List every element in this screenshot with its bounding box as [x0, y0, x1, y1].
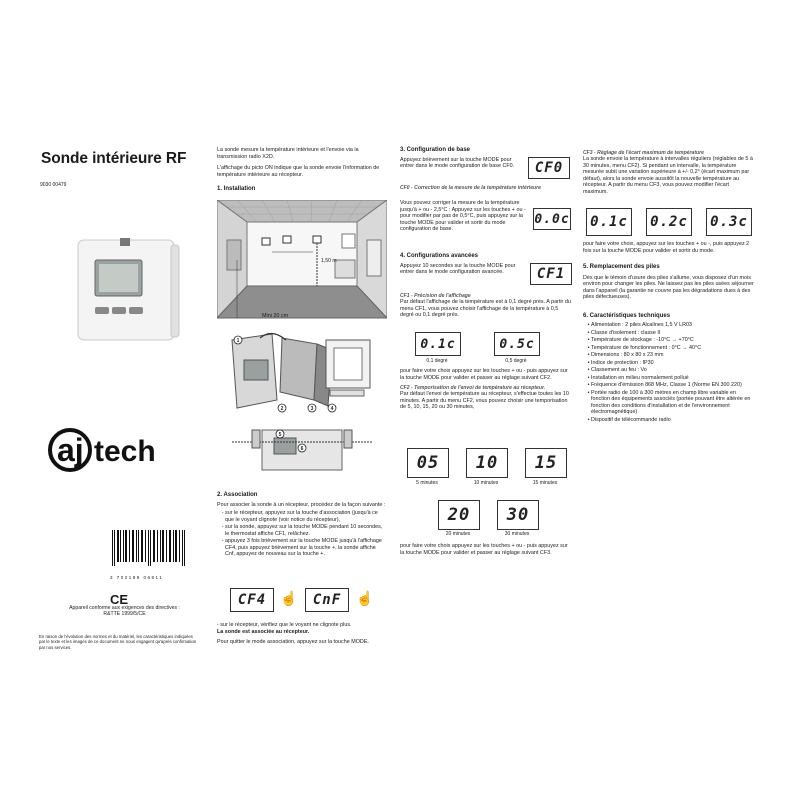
- tech-item: • Installation en milieu normalement pollué: [591, 375, 755, 382]
- device-illustration: [75, 235, 185, 345]
- tech-item: • Température de stockage : -10°C → +70°C: [591, 337, 755, 344]
- cf2-after: pour faire votre choix appuyez sur les touches + ou - puis appuyez sur la touche MODE pour valider et passer au réglage suivant CF3.: [400, 543, 568, 556]
- min-distance-label: Mini 20 cm: [262, 313, 289, 319]
- step-2-label: 2: [280, 406, 284, 412]
- product-code: 9030 00479: [40, 182, 67, 188]
- association-done: La sonde est associée au récepteur.: [217, 628, 310, 635]
- association-step-1: - sur le récepteur, appuyez sur la touche d'association (jusqu'à ce que le voyant clignote (voir notice du récepteur),: [225, 510, 387, 523]
- config-adv-text: Appuyez 10 secondes sur la touche MODE pour entrer dans le mode configuration avancée.: [400, 262, 516, 275]
- association-step-2: - sur la sonde, appuyez sur la touche MODE pendant 10 secondes, le thermostat affiche CF1, relâchez.: [225, 524, 387, 537]
- tech-item: • Portée radio de 100 à 300 mètres en champ libre variable en fonction des équipements associés (portée pouvant être altérée en fonction des conditions d'installation et de l'environnement électromagnétique): [591, 390, 755, 416]
- lcd-cf0: CF0: [528, 157, 570, 179]
- step-6-label: 6: [300, 446, 304, 452]
- mounting-steps-diagram: [222, 330, 382, 478]
- lcd-correction: 0.0c: [533, 208, 571, 230]
- step-3-label: 3: [310, 406, 314, 412]
- cf3-text: La sonde envoie la température à intervalles réguliers (réglables de 5 à 30 minutes, menu CF2). Si pendant un intervalle, la température mesurée subit une variation supérieure à +/- 0,2° (écart maximum par défaut), alors la sonde envoie aussitôt la nouvelle température au récepteur. A partir du menu CF3, vous pouvez modifier l'écart maximum.: [583, 156, 753, 195]
- tech-item: • Dimensions : 80 x 80 x 23 mm: [591, 352, 755, 359]
- precision-01-caption: 0,1 degré: [426, 358, 448, 364]
- precision-05-caption: 0,5 degré: [505, 358, 527, 364]
- tech-item: • Température de fonctionnement : 0°C → 40°C: [591, 345, 755, 352]
- lcd-ecart-03: 0.3c: [706, 208, 752, 236]
- installation-heading: 1. Installation: [217, 186, 256, 192]
- svg-text:aj: aj: [57, 432, 84, 468]
- cf0-subheading: CF0 - Correction de la mesure de la température intérieure: [400, 185, 541, 191]
- association-exit: Pour quitter le mode association, appuyez sur la touche MODE.: [217, 639, 369, 645]
- cf3-after: pour faire votre choix, appuyez sur les touches + ou -, puis appuyez 2 fois sur la touche MODE pour valider et sortir du mode.: [583, 241, 750, 254]
- cf2-text: Par défaut l'envoi de température au récepteur, s'effectue toutes les 10 minutes. A partir du menu CF2, vous pouvez choisir une temporisation de 5, 10, 15, 20 ou 30 minutes,: [400, 391, 569, 410]
- cf3-subheading: CF3 - Réglage de l'écart maximum de température: [583, 150, 704, 156]
- lcd-precision-01: 0.1c: [415, 332, 461, 356]
- association-check: - sur le récepteur, vérifiez que le voyant ne clignote plus.: [217, 622, 352, 628]
- tech-item: • Indice de protection : IP30: [591, 360, 755, 367]
- association-heading: 2. Association: [217, 492, 258, 498]
- lcd-timer-20: 20: [438, 500, 480, 530]
- association-step-3: - appuyez 3 fois brièvement sur la touche MODE jusqu'à l'affichage CF4, puis appuyez brièvement sur la touche +, la sonde affiche Cnf, appuyez de nouveau sur la touche +.: [225, 538, 387, 558]
- step-4-label: 4: [330, 406, 334, 412]
- lcd-timer-10: 10: [466, 448, 508, 478]
- lcd-cnf: CnF: [305, 588, 349, 612]
- cf1-subheading: CF1 - Précision de l'affichage: [400, 293, 471, 299]
- piles-heading: 5. Remplacement des piles: [583, 264, 660, 270]
- svg-text:tech: tech: [94, 435, 156, 468]
- cf1-after: pour faire votre choix appuyez sur les touches + ou - puis appuyez sur la touche MODE pour valider et passer au réglage suivant CF2.: [400, 368, 568, 381]
- plus-press-icon-2: ☝: [356, 590, 374, 606]
- tech-heading: 6. Caractéristiques techniques: [583, 312, 671, 319]
- intro-2: L'affichage du picto ON indique que la sonde envoie l'information de température intérieure au récepteur.: [217, 165, 380, 178]
- timer-20-caption: 20 minutes: [445, 531, 471, 537]
- tech-item: • Alimentation : 2 piles Alcalines 1,5 V LR03: [591, 322, 755, 329]
- lcd-timer-5: 05: [407, 448, 449, 478]
- cf1-text: Par défaut l'affichage de la température est à 0,1 degré près. A partir du menu CF1, vous pouvez choisir l'affichage de la température à 0,5 degré ou 0,1 degré près.: [400, 299, 571, 318]
- page-title: Sonde intérieure RF: [41, 150, 187, 167]
- timer-10-caption: 10 minutes: [473, 480, 499, 486]
- config-base-heading: 3. Configuration de base: [400, 147, 471, 153]
- lcd-cf4: CF4: [230, 588, 274, 612]
- step-5-label: 5: [278, 432, 282, 438]
- association-intro: Pour associer la sonde à un récepteur, procédez de la façon suivante :: [217, 501, 386, 508]
- tech-item: • Dispositif de télécommande radio: [591, 417, 755, 424]
- barcode-number: 3 702189 06811: [110, 575, 164, 580]
- tech-item: • Classe d'isolement : classe II: [591, 330, 755, 337]
- tech-item: • Fréquence d'émission 868 MHz, Classe 1 (Norme EN 300 220): [591, 382, 755, 389]
- lcd-ecart-02: 0.2c: [646, 208, 692, 236]
- piles-text: Dès que le témoin d'usure des piles s'allume, vous disposez d'un mois environ pour changer les piles. Ne laissez pas les piles usées séjourner dans l'appareil (la garantie ne couvre pas les dégradations dues à des piles défectueuses).: [583, 274, 754, 300]
- tech-item: • Classement au feu : Vo: [591, 367, 755, 374]
- timer-30-caption: 30 minutes: [504, 531, 530, 537]
- timer-15-caption: 15 minutes: [532, 480, 558, 486]
- plus-press-icon-1: ☝: [280, 590, 298, 606]
- cf0-text: Vous pouvez corriger la mesure de la température jusqu'à + ou - 2,5°C : Appuyez sur les touches + ou - pour modifier par pas de 0,5°C, puis appuyez sur la touche MODE pour valider et sortir du mode configuration de base.: [400, 200, 526, 232]
- config-base-text: Appuyez brièvement sur la touche MODE pour entrer dans le mode configuration de base CF0.: [400, 156, 515, 169]
- lcd-ecart-01: 0.1c: [586, 208, 632, 236]
- barcode: [110, 530, 190, 578]
- ce-mark: CE: [110, 592, 129, 607]
- timer-5-caption: 5 minutes: [416, 480, 438, 486]
- conformity-text: Appareil conforme aux exigences des directives : R&TTE 1999/5/CE: [69, 605, 180, 618]
- config-adv-heading: 4. Configurations avancées: [400, 253, 479, 259]
- disclaimer: En raison de l'évolution des normes et du matériel, les caractéristiques indiquées par le texte et les images de ce document ne nous engagent qu'après confirmation par nos services.: [39, 634, 197, 650]
- lcd-cf1: CF1: [530, 263, 572, 285]
- cf2-subheading: CF2 - Temporisation de l'envoi de température au récepteur.: [400, 385, 546, 391]
- intro-1: La sonde mesure la température intérieure et l'envoie via la transmission radio X2D.: [217, 147, 359, 160]
- lcd-precision-05: 0.5c: [494, 332, 540, 356]
- ajtech-logo: [48, 425, 188, 475]
- step-1-label: 1: [236, 338, 240, 344]
- height-label: 1,50 m: [321, 258, 337, 264]
- lcd-timer-15: 15: [525, 448, 567, 478]
- installation-room-diagram: [217, 200, 387, 328]
- lcd-timer-30: 30: [497, 500, 539, 530]
